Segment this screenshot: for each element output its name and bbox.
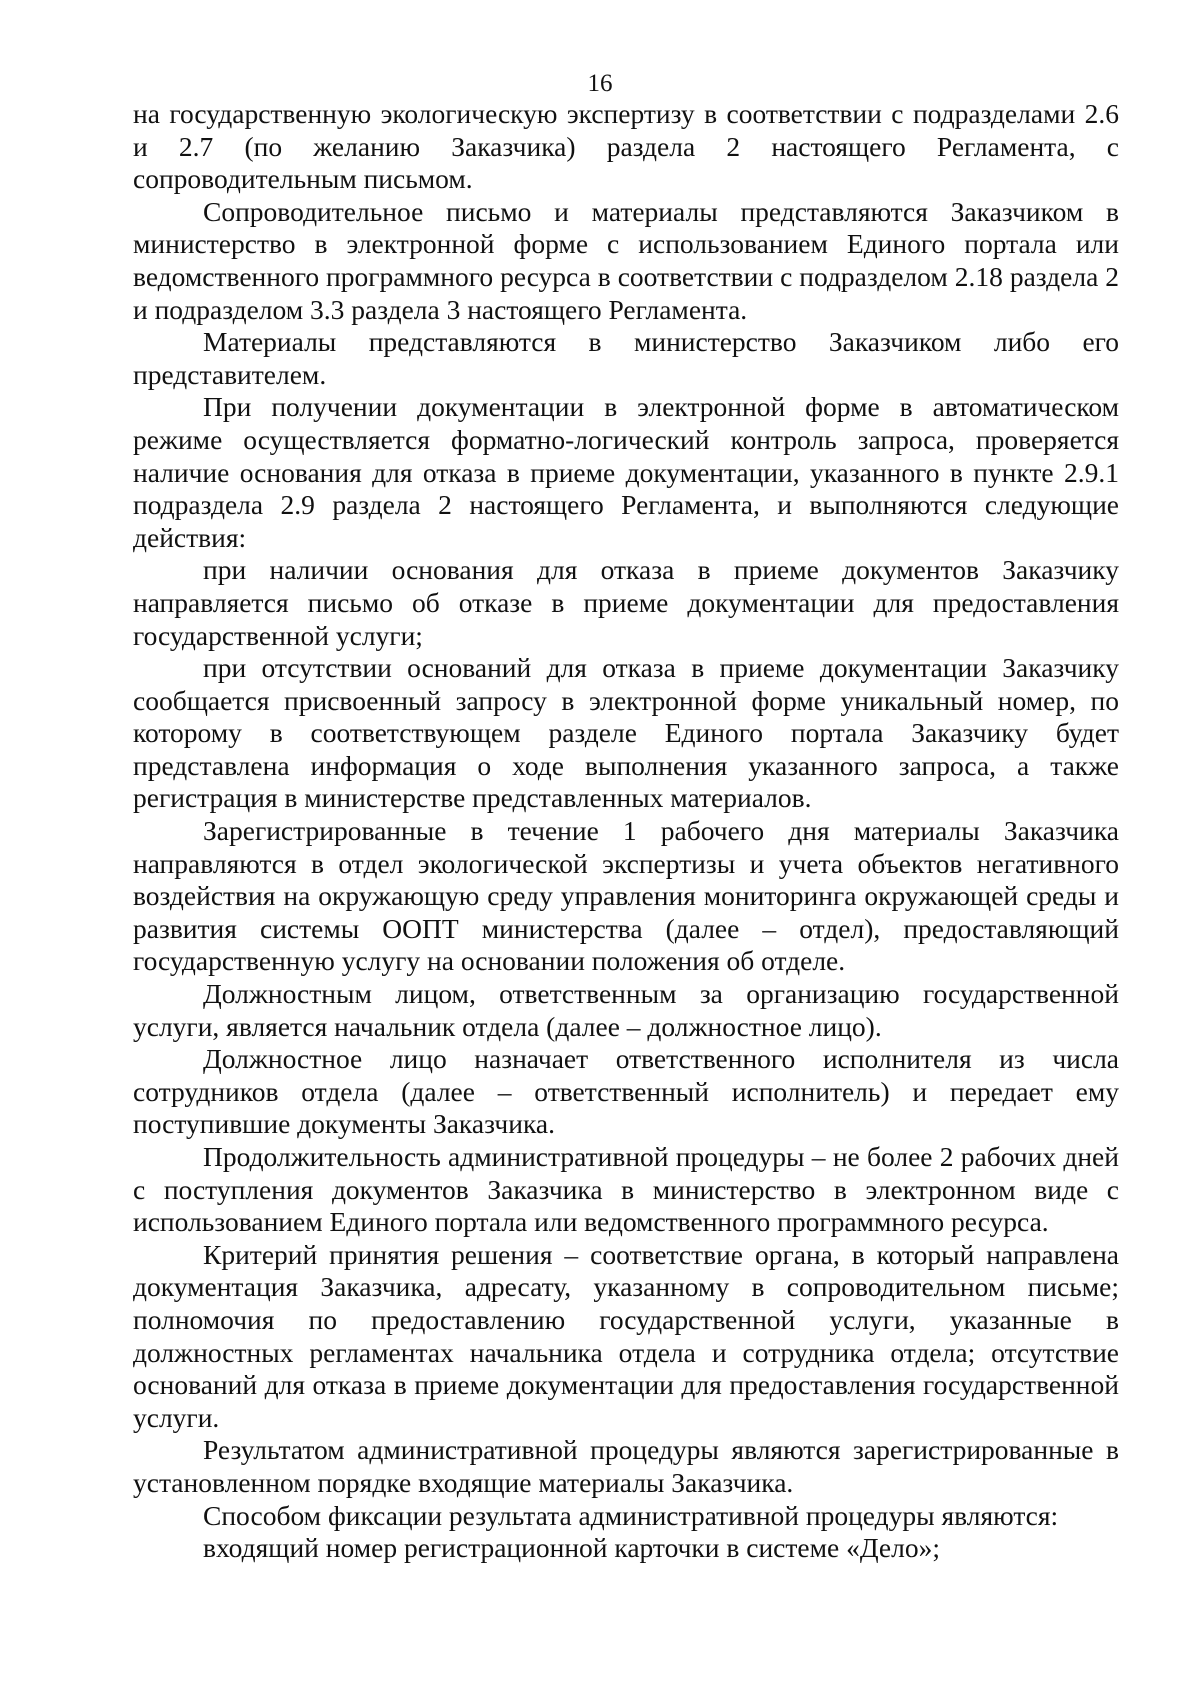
paragraph-refusal-case: при наличии основания для отказа в приеме документов Заказчику направляется письмо об отказе в приеме документации для предоставления государственной услуги; bbox=[133, 554, 1119, 651]
document-body bbox=[133, 98, 1119, 1565]
paragraph-executor-assignment: Должностное лицо назначает ответственного исполнителя из числа сотрудников отдела (далее – ответственный исполнитель) и передает ему поступившие документы Заказчика. bbox=[133, 1043, 1119, 1140]
paragraph-procedure-duration: Продолжительность административной процедуры – не более 2 рабочих дней с поступления документов Заказчика в министерство в электронном виде с использованием Единого портала или ведомственного программного ресурса. bbox=[133, 1141, 1119, 1238]
paragraph-cover-letter: Сопроводительное письмо и материалы представляются Заказчиком в министерство в электронной форме с использованием Единого портала или ведомственного программного ресурса в соответствии с подразделом 2.18 раздела 2 и подразделом 3.3 раздела 3 настоящего Регламента. bbox=[133, 195, 1119, 325]
paragraph-responsible-official: Должностным лицом, ответственным за организацию государственной услуги, является начальник отдела (далее – должностное лицо). bbox=[133, 978, 1119, 1042]
paragraph-decision-criteria: Критерий принятия решения – соответствие органа, в который направлена документация Заказчика, адресату, указанному в сопроводительном письме; полномочия по предоставлению государственной услуги, указанные в должностных регламентах начальника отдела и сотрудника отдела; отсутствие оснований для отказа в приеме документации для предоставления государственной услуги. bbox=[133, 1238, 1119, 1433]
paragraph-continuation: на государственную экологическую экспертизу в соответствии с подразделами 2.6 и 2.7 (по желанию Заказчика) раздела 2 настоящего Регламента, с сопроводительным письмом. bbox=[133, 98, 1119, 195]
paragraph-electronic-receipt: При получении документации в электронной форме в автоматическом режиме осуществляется форматно-логический контроль запроса, проверяется наличие основания для отказа в приеме документации, указанного в пункте 2.9.1 подраздела 2.9 раздела 2 настоящего Регламента, и выполняются следующие действия: bbox=[133, 391, 1119, 553]
page-number: 16 bbox=[587, 70, 613, 97]
paragraph-fixation-method: Способом фиксации результата административной процедуры являются: bbox=[203, 1499, 1059, 1531]
paragraph-no-refusal-case: при отсутствии оснований для отказа в приеме документации Заказчику сообщается присвоенный запросу в электронной форме уникальный номер, по которому в соответствующем разделе Единого портала Заказчику будет представлена информация о ходе выполнения указанного запроса, а также регистрация в министерстве представленных материалов. bbox=[133, 652, 1119, 814]
paragraph-registration: Зарегистрированные в течение 1 рабочего дня материалы Заказчика направляются в отдел экологической экспертизы и учета объектов негативного воздействия на окружающую среду управления мониторинга окружающей среды и развития системы ООПТ министерства (далее – отдел), предоставляющий государственную услугу на основании положения об отделе. bbox=[133, 815, 1119, 977]
paragraph-procedure-result: Результатом административной процедуры являются зарегистрированные в установленном порядке входящие материалы Заказчика. bbox=[133, 1434, 1119, 1498]
paragraph-materials-submission: Материалы представляются в министерство Заказчиком либо его представителем. bbox=[133, 326, 1119, 390]
paragraph-registration-card: входящий номер регистрационной карточки в системе «Дело»; bbox=[203, 1532, 940, 1564]
